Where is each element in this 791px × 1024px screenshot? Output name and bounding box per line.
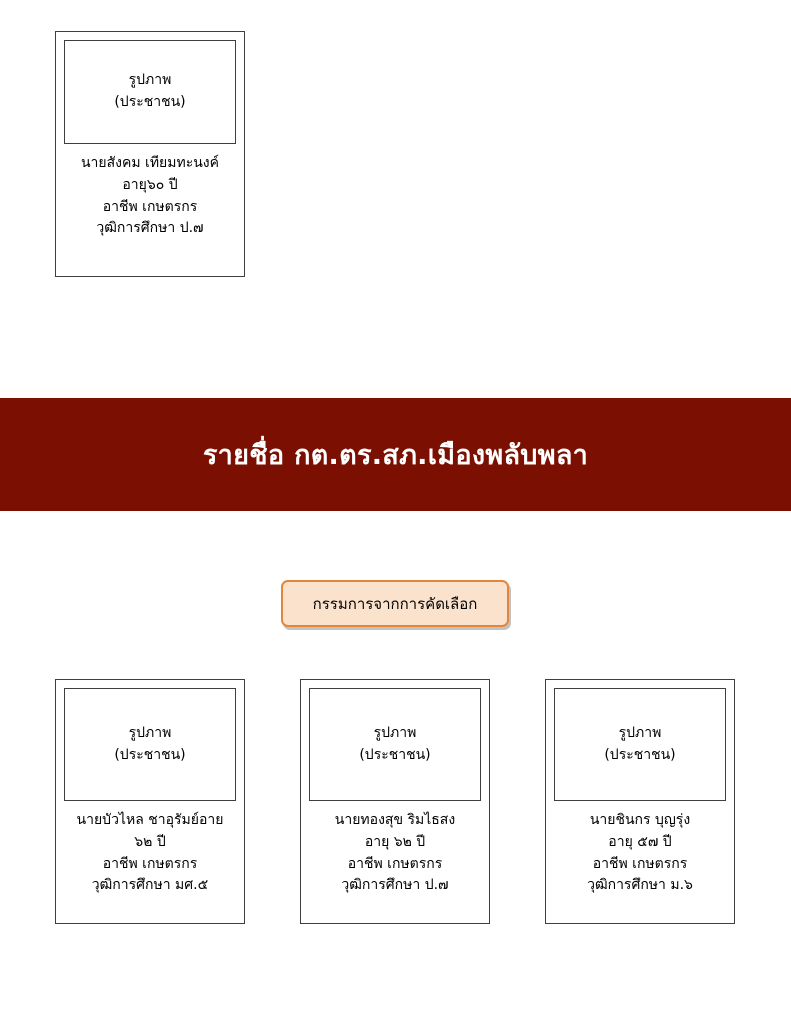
person-occupation: อาชีพ เกษตรกร bbox=[102, 855, 198, 872]
person-card bbox=[300, 679, 490, 924]
photo-placeholder bbox=[64, 40, 236, 144]
person-name: นายชินกร บุญรุ่ง bbox=[589, 812, 691, 828]
person-occupation: อาชีพ เกษตรกร bbox=[347, 855, 443, 872]
photo-placeholder-line-2: (ประชาชน) bbox=[114, 746, 186, 763]
person-details bbox=[64, 810, 236, 897]
person-name: นายทองสุข ริมไธสง bbox=[334, 812, 456, 828]
person-name: นายบัวไหล ชาอุรัมย์อาย bbox=[76, 812, 224, 828]
photo-placeholder bbox=[64, 688, 236, 801]
person-card-top bbox=[55, 31, 245, 277]
page-banner bbox=[0, 398, 791, 511]
person-card bbox=[545, 679, 735, 924]
photo-placeholder-line-1: รูปภาพ bbox=[618, 724, 662, 741]
photo-placeholder bbox=[554, 688, 726, 801]
person-age: อายุ ๕๗ ปี bbox=[608, 833, 672, 850]
photo-placeholder-line-2: (ประชาชน) bbox=[359, 746, 431, 763]
person-details bbox=[64, 153, 236, 240]
section-pill-label: กรรมการจากการคัดเลือก bbox=[312, 594, 478, 613]
photo-placeholder-line-1: รูปภาพ bbox=[128, 72, 172, 89]
photo-placeholder-line-1: รูปภาพ bbox=[128, 724, 172, 741]
section-pill bbox=[281, 580, 509, 627]
person-education: วุฒิการศึกษา ม.๖ bbox=[587, 877, 693, 894]
photo-placeholder bbox=[309, 688, 481, 801]
person-education: วุฒิการศึกษา ป.๗ bbox=[341, 877, 449, 894]
person-details bbox=[309, 810, 481, 897]
photo-placeholder-line-2: (ประชาชน) bbox=[114, 94, 186, 110]
photo-placeholder-line-1: รูปภาพ bbox=[373, 724, 417, 741]
person-occupation: อาชีพ เกษตรกร bbox=[102, 198, 198, 215]
person-education: วุฒิการศึกษา มศ.๕ bbox=[91, 877, 209, 894]
person-age: ๖๒ ปี bbox=[134, 833, 166, 850]
person-occupation: อาชีพ เกษตรกร bbox=[592, 855, 688, 872]
person-education: วุฒิการศึกษา ป.๗ bbox=[96, 220, 204, 237]
photo-placeholder-line-2: (ประชาชน) bbox=[604, 746, 676, 763]
person-age: อายุ ๖๒ ปี bbox=[364, 833, 426, 850]
person-card bbox=[55, 679, 245, 924]
person-details bbox=[554, 810, 726, 897]
person-name: นายสังคม เทียมทะนงค์ bbox=[80, 155, 220, 171]
page-title: รายชื่อ กต.ตร.สภ.เมืองพลับพลา bbox=[202, 440, 589, 471]
person-age: อายุ๖๐ ปี bbox=[122, 176, 178, 193]
